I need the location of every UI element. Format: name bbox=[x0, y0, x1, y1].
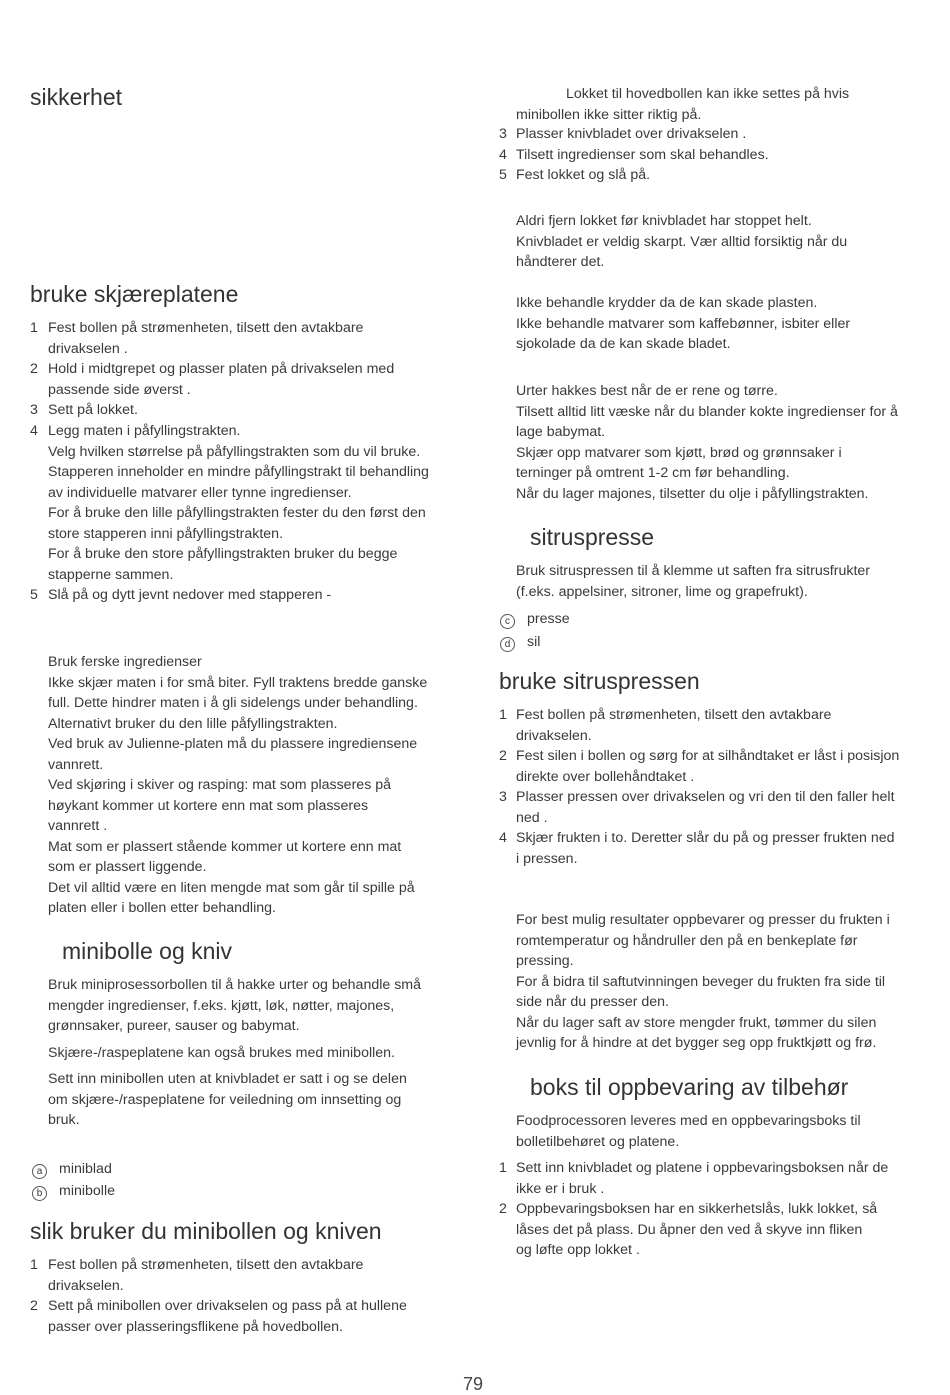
line: For å bruke den store påfyllingstrakten bruker du begge bbox=[48, 546, 398, 562]
line: bruk. bbox=[48, 1112, 80, 1128]
step-text bbox=[516, 705, 831, 746]
circled-letter-d-icon: d bbox=[500, 637, 515, 652]
step-number: 1 bbox=[30, 1257, 38, 1273]
minibowl-paragraph-3 bbox=[48, 1069, 407, 1131]
heading-use-citrus: bruke sitruspressen bbox=[499, 668, 700, 694]
line: i pressen. bbox=[516, 850, 578, 867]
tip-line: Ikke skjær maten i for små biter. Fyll traktens bredde ganske bbox=[48, 674, 428, 691]
tip-line: lage babymat. bbox=[516, 424, 606, 440]
line: drivakselen. bbox=[48, 1277, 124, 1294]
step-text bbox=[48, 318, 363, 359]
step-text bbox=[516, 828, 895, 869]
step-text bbox=[48, 359, 394, 400]
line: Sett inn knivbladet og platene i oppbevaringsboksen når de bbox=[516, 1160, 889, 1176]
step-number: 3 bbox=[30, 402, 38, 418]
heading-slicing: bruke skjæreplatene bbox=[30, 281, 239, 307]
tip-line: Ved bruk av Julienne-platen må du plassere ingrediensene bbox=[48, 736, 418, 752]
line: Slå på og dytt jevnt nedover med stapperen - bbox=[48, 587, 332, 603]
line: passende side øverst . bbox=[48, 381, 191, 398]
line: Legg maten i påfyllingstrakten. bbox=[48, 423, 241, 439]
slicing-tips bbox=[48, 652, 427, 919]
citrus-paragraph bbox=[516, 561, 870, 602]
line: Sett inn minibollen uten at knivbladet er satt i og se delen bbox=[48, 1071, 407, 1087]
heading-storage: boks til oppbevaring av tilbehør bbox=[530, 1074, 849, 1100]
tip-line: side når du presser den. bbox=[516, 994, 670, 1010]
warning-2 bbox=[516, 293, 850, 355]
circled-letter-b-icon: b bbox=[32, 1186, 47, 1201]
step-number: 3 bbox=[499, 126, 507, 142]
line: Hold i midtgrepet og plasser platen på drivakselen med bbox=[48, 361, 395, 377]
step-text bbox=[48, 421, 429, 585]
line: og løfte opp lokket . bbox=[516, 1242, 640, 1258]
step-number: 5 bbox=[30, 587, 38, 603]
step-text bbox=[48, 585, 331, 606]
step-number: 2 bbox=[499, 748, 507, 764]
circled-letter-a-icon: a bbox=[32, 1164, 47, 1179]
step-number: 1 bbox=[499, 707, 507, 723]
step-number: 2 bbox=[30, 361, 38, 377]
line: bolletilbehøret og platene. bbox=[516, 1133, 680, 1150]
line: Lokket til hovedbollen kan ikke settes på hvis bbox=[566, 86, 850, 102]
tip-line: Det vil alltid være en liten mengde mat som går til spille på bbox=[48, 879, 415, 896]
tip-line: Urter hakkes best når de er rene og tørre. bbox=[516, 383, 778, 399]
step-text bbox=[516, 1158, 888, 1199]
continued-note bbox=[516, 84, 849, 125]
circled-letter-c-icon: c bbox=[500, 614, 515, 629]
tip-line: platen eller i bollen etter behandling. bbox=[48, 900, 276, 916]
tip-line: høykant kommer ut kortere enn mat som plasseres bbox=[48, 797, 369, 814]
tip-line: For å bidra til saftutvinningen beveger du frukten fra side til bbox=[516, 973, 886, 990]
tip-line: Skjær opp matvarer som kjøtt, brød og grønnsaker i bbox=[516, 444, 842, 461]
minibowl-paragraph-1 bbox=[48, 975, 421, 1037]
tip-line: Tilsett alltid litt væske når du blander kokte ingredienser for å bbox=[516, 403, 898, 420]
step-number: 4 bbox=[499, 830, 507, 846]
line: Fest bollen på strømenheten, tilsett den avtakbare bbox=[48, 320, 364, 336]
step-number: 2 bbox=[499, 1201, 507, 1217]
tip-line: Bruk ferske ingredienser bbox=[48, 654, 202, 670]
line: sjokolade da de kan skade bladet. bbox=[516, 336, 731, 352]
tip-line: Mat som er plassert stående kommer ut kortere enn mat bbox=[48, 838, 402, 855]
tip-line: terninger på omtrent 1-2 cm før behandling. bbox=[516, 465, 790, 481]
heading-minibowl: minibolle og kniv bbox=[62, 938, 233, 964]
minibowl-paragraph-2 bbox=[48, 1043, 395, 1064]
line: Fest bollen på strømenheten, tilsett den avtakbare bbox=[48, 1257, 364, 1273]
citrus-tips bbox=[516, 910, 890, 1054]
tip-line: vannrett . bbox=[48, 818, 108, 834]
step-text: Plasser knivbladet over drivakselen . bbox=[516, 126, 747, 142]
step-number: 3 bbox=[499, 789, 507, 805]
tip-line: For best mulig resultater oppbevarer og presser du frukten i bbox=[516, 912, 890, 928]
step-text bbox=[516, 787, 895, 828]
part-label: minibolle bbox=[59, 1183, 115, 1199]
step-text: Fest lokket og slå på. bbox=[516, 167, 651, 183]
minibowl-tips bbox=[516, 381, 898, 504]
line: Oppbevaringsboksen har en sikkerhetslås, lukk lokket, så bbox=[516, 1201, 878, 1217]
step-text: Tilsett ingredienser som skal behandles. bbox=[516, 147, 769, 163]
heading-safety: sikkerhet bbox=[30, 84, 123, 110]
line: For å bruke den lille påfyllingstrakten fester du den først den bbox=[48, 505, 426, 521]
line: Plasser pressen over drivakselen og vri den til den faller helt bbox=[516, 789, 895, 805]
step-number: 2 bbox=[30, 1298, 38, 1314]
line: Fest bollen på strømenheten, tilsett den avtakbare bbox=[516, 707, 832, 723]
step-number: 1 bbox=[499, 1160, 507, 1176]
line: Fest silen i bollen og sørg for at silhåndtaket er låst i posisjon bbox=[516, 748, 900, 764]
line: låses det på plass. Du åpner den ved å skyve inn fliken bbox=[516, 1221, 863, 1238]
line: Stapperen inneholder en mindre påfyllingstrakt til behandling bbox=[48, 464, 429, 480]
step-number: 1 bbox=[30, 320, 38, 336]
line: Velg hvilken størrelse på påfyllingstrakten som du vil bruke. bbox=[48, 443, 421, 460]
line: drivakselen. bbox=[516, 727, 592, 744]
line: om skjære-/raspeplatene for veiledning om innsetting og bbox=[48, 1091, 402, 1108]
line: Knivbladet er veldig skarpt. Vær alltid forsiktig når du bbox=[516, 233, 848, 250]
line: stapperne sammen. bbox=[48, 566, 174, 583]
storage-paragraph bbox=[516, 1111, 861, 1152]
line: mengder ingredienser, f.eks. kjøtt, løk, nøtter, majones, bbox=[48, 997, 395, 1014]
line: Sett på lokket. bbox=[48, 402, 138, 418]
line: Bruk sitruspressen til å klemme ut saften fra sitrusfrukter bbox=[516, 563, 871, 579]
step-text bbox=[48, 400, 138, 421]
tip-line: Når du lager majones, tilsetter du olje i påfyllingstrakten. bbox=[516, 485, 869, 502]
line: direkte over bollehåndtaket . bbox=[516, 768, 695, 785]
line: håndterer det. bbox=[516, 254, 605, 270]
line: Aldri fjern lokket før knivbladet har stoppet helt. bbox=[516, 213, 812, 229]
tip-line: vannrett. bbox=[48, 756, 104, 773]
line: Foodprocessoren leveres med en oppbevaringsboks til bbox=[516, 1113, 861, 1129]
step-text bbox=[516, 1199, 877, 1261]
step-number: 5 bbox=[499, 167, 507, 183]
heading-citrus: sitruspresse bbox=[530, 524, 654, 550]
line: store stapperen inni påfyllingstrakten. bbox=[48, 525, 284, 542]
heading-howto: slik bruker du minibollen og kniven bbox=[30, 1218, 382, 1244]
line: passer over plasseringsflikene på hovedbollen. bbox=[48, 1318, 343, 1335]
step-number: 4 bbox=[499, 147, 507, 163]
line: Ikke behandle matvarer som kaffebønner, isbiter eller bbox=[516, 315, 851, 332]
tip-line: Ved skjøring i skiver og rasping: mat som plasseres på bbox=[48, 777, 392, 793]
part-label: presse bbox=[527, 611, 570, 627]
line: ned . bbox=[516, 809, 548, 826]
tip-line: Alternativt bruker du den lille påfyllingstrakten. bbox=[48, 715, 338, 732]
step-text bbox=[48, 1255, 363, 1296]
tip-line: som er plassert liggende. bbox=[48, 859, 207, 875]
line: grønnsaker, pureer, sauser og babymat. bbox=[48, 1018, 300, 1034]
step-number: 4 bbox=[30, 423, 38, 439]
line: Bruk miniprosessorbollen til å hakke urter og behandle små bbox=[48, 977, 422, 993]
part-label: sil bbox=[527, 634, 541, 650]
tip-line: jevnlig for å hindre at det bygger seg opp fruktkjøtt og frø. bbox=[516, 1035, 877, 1051]
tip-line: romtemperatur og håndruller den på en benkeplate før bbox=[516, 932, 858, 949]
warning-1 bbox=[516, 211, 847, 273]
tip-line: pressing. bbox=[516, 953, 574, 969]
line: Ikke behandle krydder da de kan skade plasten. bbox=[516, 295, 818, 311]
line: Sett på minibollen over drivakselen og pass på at hullene bbox=[48, 1298, 407, 1314]
step-text bbox=[48, 1296, 407, 1337]
line: drivakselen . bbox=[48, 340, 128, 357]
line: Skjær frukten i to. Deretter slår du på og presser frukten ned bbox=[516, 830, 895, 846]
line: av individuelle matvarer eller tynne ingredienser. bbox=[48, 484, 352, 501]
line: Skjære-/raspeplatene kan også brukes med minibollen. bbox=[48, 1045, 395, 1061]
step-text bbox=[516, 746, 899, 787]
tip-line: full. Dette hindrer maten i å gli sidelengs under behandling. bbox=[48, 695, 418, 711]
line: ikke er i bruk . bbox=[516, 1180, 605, 1197]
line: (f.eks. appelsiner, sitroner, lime og grapefrukt). bbox=[516, 583, 808, 600]
page-number: 79 bbox=[463, 1374, 484, 1394]
line: minibollen ikke sitter riktig på. bbox=[516, 106, 702, 123]
tip-line: Når du lager saft av store mengder frukt, tømmer du silen bbox=[516, 1014, 877, 1031]
part-label: miniblad bbox=[59, 1161, 112, 1177]
